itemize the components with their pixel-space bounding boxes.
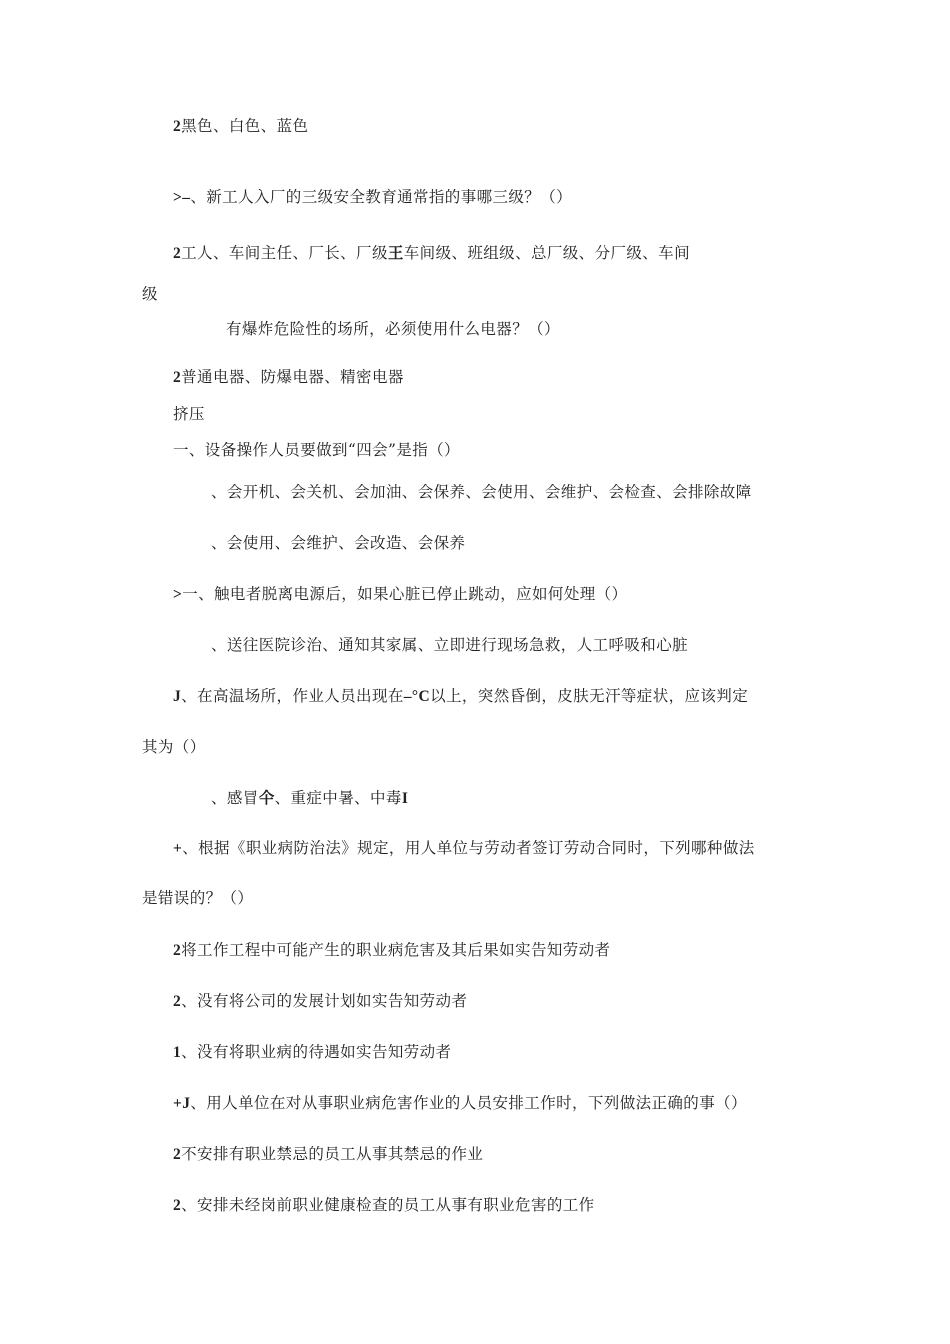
question-line [173,686,748,707]
body-line [173,404,205,424]
option-text: 、会使用、会维护、会改造、会保养 [211,534,466,552]
option-text: 、送往医院诊治、通知其家属、立即进行现场急救，人工呼吸和心脏 [211,636,689,654]
option-marker: 2 [173,118,182,135]
question-marker: >– [173,189,191,206]
option-marker: 1 [173,1044,182,1061]
option-text: 普通电器、防爆电器、精密电器 [181,368,404,386]
option-line [173,1144,483,1165]
question-text: 、根据《职业病防治法》规定，用人单位与劳动者签订劳动合同时，下列哪种做法 [182,839,755,857]
option-text: 黑色、白色、蓝色 [181,117,309,135]
option-line [211,635,688,655]
question-marker: + [173,840,183,857]
option-line [173,1042,451,1063]
question-line [173,440,460,460]
question-line [173,838,755,859]
option-text-continued: 车间级、班组级、总厂级、分厂级、车间 [403,244,690,262]
wrapped-text: 是错误的？（） [142,889,254,907]
question-text: 有爆炸危险性的场所，必须使用什么电器？（） [226,320,560,338]
option-separator-glyph: 仐 [258,790,275,807]
option-separator-glyph: 王 [387,245,404,262]
wrapped-line [142,284,158,304]
wrapped-line [142,737,206,757]
option-text: 、感冒 [211,789,259,807]
body-text: 挤压 [173,405,205,423]
option-line [173,940,610,961]
temperature-value: –°C [403,688,431,705]
option-marker: 2 [173,942,182,959]
option-text: 工人、车间主任、厂长、厂级 [181,244,388,262]
option-line [211,482,752,502]
option-text-continued: 、重症中暑、中毒 [274,789,402,807]
question-line [173,1093,747,1114]
question-marker: > [173,586,183,603]
option-line [173,367,404,388]
question-text: 一、触电者脱离电源后，如果心脏已停止跳动，应如何处理（） [182,585,628,603]
option-text: 、没有将公司的发展计划如实告知劳动者 [181,992,468,1010]
question-text: 、用人单位在对从事职业病危害作业的人员安排工作时，下列做法正确的事（） [190,1094,747,1112]
option-line [173,116,308,137]
question-marker: J [173,688,182,705]
question-line [173,187,572,208]
question-text: 、在高温场所，作业人员出现在 [181,687,404,705]
option-line [211,533,465,553]
option-text: 、安排未经岗前职业健康检查的员工从事有职业危害的工作 [181,1196,595,1214]
wrapped-line [142,888,253,908]
option-line [173,243,690,264]
question-text: 、新工人入厂的三级安全教育通常指的事哪三级？（） [190,188,572,206]
option-marker: 2 [173,1146,182,1163]
wrapped-text: 级 [142,285,158,303]
option-line [173,991,467,1012]
option-marker: 2 [173,993,182,1010]
option-text: 、会开机、会关机、会加油、会保养、会使用、会维护、会检查、会排除故障 [211,483,752,501]
option-marker: 2 [173,1197,182,1214]
option-text: 、没有将职业病的待遇如实告知劳动者 [181,1043,452,1061]
option-marker: 2 [173,369,182,386]
option-line [173,1195,595,1216]
option-line [211,788,408,809]
option-suffix-mark: I [401,790,409,807]
option-marker: 2 [173,245,182,262]
option-text: 不安排有职业禁忌的员工从事其禁忌的作业 [181,1145,484,1163]
question-marker: +J [173,1095,191,1112]
question-line [173,584,627,605]
wrapped-text: 其为（） [142,738,206,756]
question-text-continued: 以上，突然昏倒，皮肤无汗等症状，应该判定 [430,687,749,705]
question-text: 一、设备操作人员要做到“四会”是指（） [173,441,460,459]
option-text: 将工作工程中可能产生的职业病危害及其后果如实告知劳动者 [181,941,611,959]
question-line [226,319,560,339]
